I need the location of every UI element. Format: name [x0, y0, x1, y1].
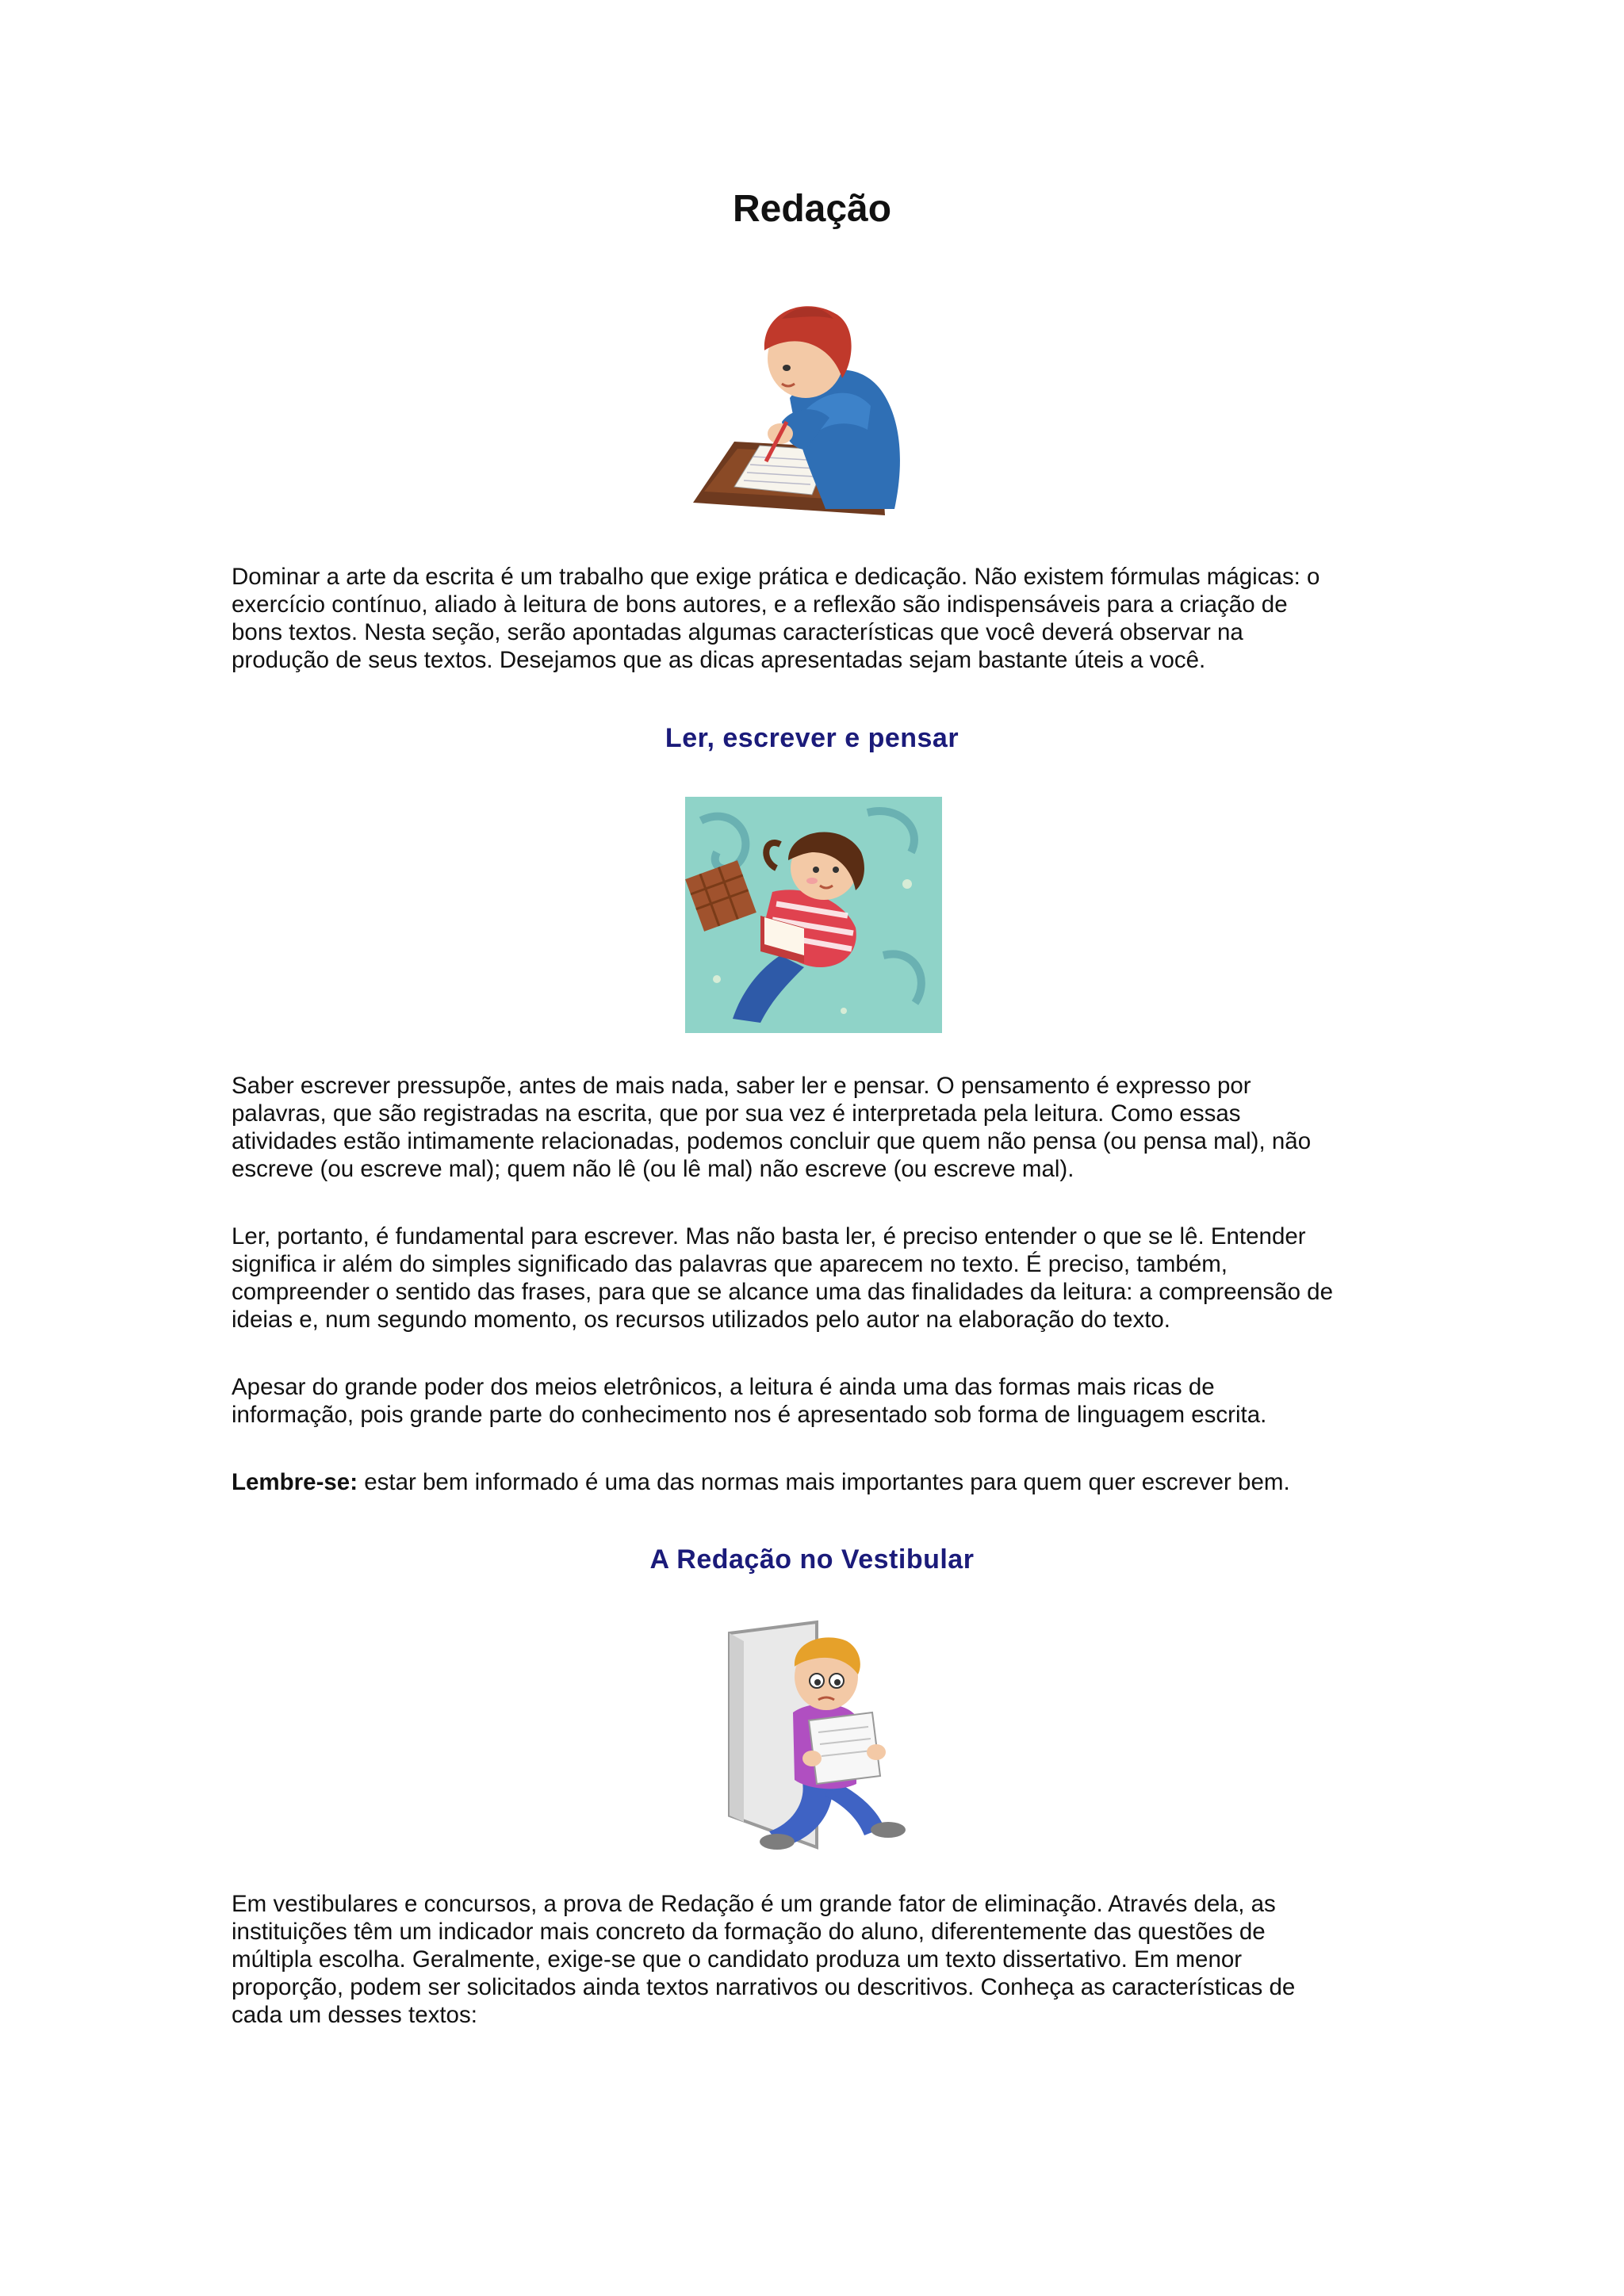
section1-paragraph-2 [232, 1223, 1405, 1334]
section2-paragraph-1 [232, 1890, 1405, 2029]
page-title: Redação [732, 188, 892, 230]
text-line: palavras, que são registradas na escrita, que por sua vez é interpretada pela leitura. Como essas [232, 1100, 1241, 1127]
text-line: Saber escrever pressupõe, antes de mais nada, saber ler e pensar. O pensamento é expresso por [232, 1073, 1251, 1099]
text-line: Em vestibulares e concursos, a prova de Redação é um grande fator de eliminação. Através dela, as [232, 1891, 1276, 1917]
girl-reading-illustration [685, 797, 942, 1033]
remember-label: Lembre-se: [232, 1469, 358, 1495]
text-line: compreender o sentido das frases, para que se alcance uma das finalidades da leitura: a compreensão de [232, 1279, 1333, 1305]
section1-paragraph-3 [232, 1373, 1405, 1429]
text-line: Dominar a arte da escrita é um trabalho que exige prática e dedicação. Não existem fórmulas mágicas: o [232, 564, 1320, 590]
text-line: escreve (ou escreve mal); quem não lê (ou lê mal) não escreve (ou escreve mal). [232, 1156, 1074, 1182]
text-line: Ler, portanto, é fundamental para escrever. Mas não basta ler, é preciso entender o que se lê. Entender [232, 1223, 1306, 1249]
text-line: produção de seus textos. Desejamos que as dicas apresentadas sejam bastante úteis a você. [232, 647, 1206, 673]
text-line: proporção, podem ser solicitados ainda textos narrativos ou descritivos. Conheça as características de [232, 1974, 1296, 2000]
intro-paragraph [232, 563, 1405, 674]
text-line: exercício contínuo, aliado à leitura de bons autores, e a reflexão são indispensáveis para a criação de [232, 591, 1288, 618]
section-heading-ler-escrever-pensar: Ler, escrever e pensar [665, 723, 959, 753]
text-line: múltipla escolha. Geralmente, exige-se que o candidato produza um texto dissertativo. Em menor [232, 1946, 1243, 1973]
text-line: instituições têm um indicador mais concreto da formação do aluno, diferentemente das questões de [232, 1919, 1266, 1945]
text-line: atividades estão intimamente relacionadas, podemos concluir que quem não pensa (ou pensa mal), não [232, 1128, 1312, 1154]
text-line: informação, pois grande parte do conhecimento nos é apresentado sob forma de linguagem escrita. [232, 1402, 1267, 1428]
text-line: Apesar do grande poder dos meios eletrônicos, a leitura é ainda uma das formas mais ricas de [232, 1374, 1215, 1400]
boy-writing-illustration [687, 279, 940, 525]
section-heading-redacao-vestibular: A Redação no Vestibular [649, 1544, 975, 1575]
text-line: significa ir além do simples significado das palavras que aparecem no texto. É preciso, também, [232, 1251, 1228, 1277]
section1-paragraph-1 [232, 1072, 1405, 1183]
text-line: cada um desses textos: [232, 2002, 477, 2028]
remember-note [232, 1468, 1405, 1496]
text-line: ideias e, num segundo momento, os recursos utilizados pelo autor na elaboração do texto. [232, 1307, 1170, 1333]
student-with-paper-illustration [706, 1617, 928, 1855]
text-line: bons textos. Nesta seção, serão apontadas algumas características que você deverá observar na [232, 619, 1243, 645]
remember-text: estar bem informado é uma das normas mais importantes para quem quer escrever bem. [358, 1469, 1290, 1495]
